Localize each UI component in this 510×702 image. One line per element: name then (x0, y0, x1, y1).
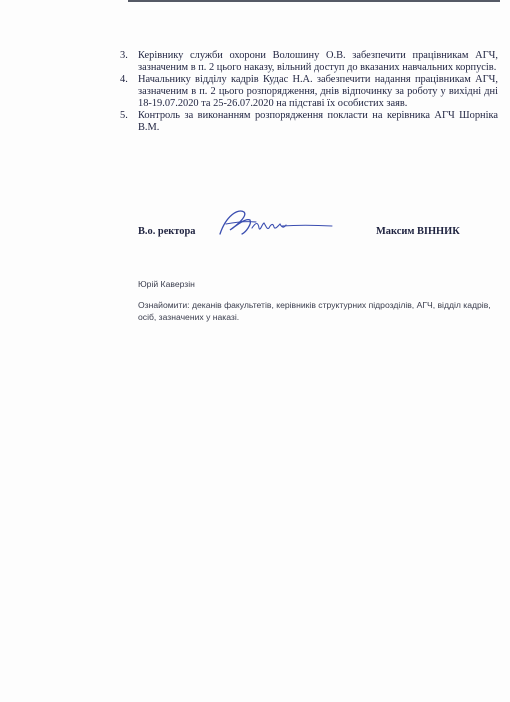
order-items-list (120, 50, 498, 134)
item-text: Керівнику служби охорони Волошину О.В. забезпечити працівникам АГЧ, зазначеним в п. 2 цього наказу, вільний доступ до вказаних навчальних корпусів. (138, 50, 498, 73)
order-item-5 (120, 110, 498, 134)
item-number: 3. (120, 50, 128, 61)
item-number: 5. (120, 110, 128, 121)
order-item-4 (120, 74, 498, 110)
executor-name: Юрій Каверзін (138, 279, 195, 289)
item-number: 4. (120, 74, 128, 85)
top-divider (128, 0, 500, 2)
item-text: Контроль за виконанням розпорядження покласти на керівника АГЧ Шорніка В.М. (138, 110, 498, 133)
item-text: Начальнику відділу кадрів Кудас Н.А. забезпечити надання працівникам АГЧ, зазначеним в п. 2 цього розпорядження, днів відпочинку за роботу у вихідні дні 18-19.07.2020 та 25-26.07.2020 на підставі їх особистих заяв. (138, 74, 498, 109)
signatory-name: Максим ВІННИК (376, 226, 460, 237)
signatory-position: В.о. ректора (138, 226, 196, 237)
order-item-3 (120, 50, 498, 74)
signature-block (138, 226, 498, 240)
acquaint-note: Ознайомити: деканів факультетів, керівників структурних підрозділів, АГЧ, відділ кадрів, осіб, зазначених у наказі. (138, 300, 491, 322)
